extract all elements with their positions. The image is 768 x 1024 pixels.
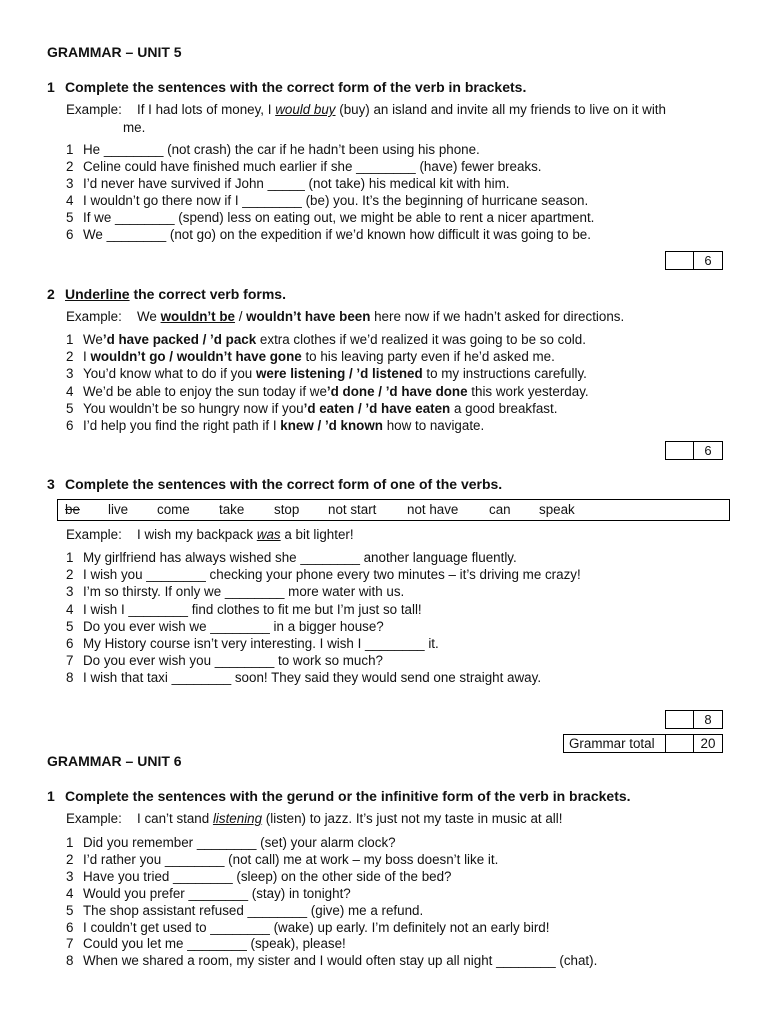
ex3-number: 3 xyxy=(47,476,55,492)
unit6-title: GRAMMAR – UNIT 6 xyxy=(47,753,182,769)
ex2-example: We wouldn’t be / wouldn’t have been here now if we hadn’t asked for directions. xyxy=(137,309,625,324)
u6-ex1-number: 1 xyxy=(47,788,55,804)
choice-separator: / xyxy=(354,400,366,416)
list-item[interactable]: Have you tried ________ (sleep) on the other side of the bed? xyxy=(83,868,452,884)
item-number: 2 xyxy=(66,159,74,174)
ex2-number: 2 xyxy=(47,286,55,302)
list-item[interactable]: My girlfriend has always wished she ________ another language fluently. xyxy=(83,550,517,565)
choice-separator: / xyxy=(374,383,386,399)
item-number: 3 xyxy=(66,868,74,884)
ex2-score-box xyxy=(665,441,723,460)
item-text: We xyxy=(83,332,103,347)
grammar-total-value: 20 xyxy=(700,736,716,751)
list-item[interactable]: Do you ever wish you ________ to work so much? xyxy=(83,653,383,669)
list-item[interactable]: He ________ (not crash) the car if he hadn’t been using his phone. xyxy=(83,142,480,157)
ex1-example-cont: me. xyxy=(123,120,146,135)
item-text: I xyxy=(83,349,91,365)
item-text: to my instructions carefully. xyxy=(422,366,587,382)
item-number: 3 xyxy=(66,584,74,600)
score-value: 8 xyxy=(704,712,712,727)
item-text: how to navigate. xyxy=(382,418,485,433)
choice-b[interactable]: ’d listened xyxy=(356,366,423,382)
score-blank[interactable] xyxy=(666,442,694,459)
choice-separator: / xyxy=(313,418,325,433)
list-item xyxy=(83,418,484,433)
list-item xyxy=(83,349,555,364)
word-item: speak xyxy=(539,502,575,517)
item-number: 5 xyxy=(66,210,74,225)
choice-a[interactable]: ’d done xyxy=(326,383,375,399)
word-item: live xyxy=(108,502,129,517)
list-item[interactable]: Did you remember ________ (set) your alarm clock? xyxy=(83,835,396,850)
item-text: extra clothes if we’d realized it was going to be so cold. xyxy=(256,332,586,347)
item-number: 3 xyxy=(66,176,74,191)
item-text: to his leaving party even if he’d asked me. xyxy=(301,349,555,365)
u6-ex1-example-label: Example: xyxy=(66,811,122,826)
unit5-title: GRAMMAR – UNIT 5 xyxy=(47,44,182,60)
ex3-instruction: Complete the sentences with the correct form of one of the verbs. xyxy=(65,476,503,492)
choice-b[interactable]: wouldn’t have gone xyxy=(176,349,302,365)
word-item: not start xyxy=(328,502,377,517)
ex3-example-label: Example: xyxy=(66,527,122,542)
item-number: 6 xyxy=(66,636,74,651)
choice-a[interactable]: knew xyxy=(280,418,314,433)
item-number: 2 xyxy=(66,567,74,583)
ex2-example-label: Example: xyxy=(66,309,122,324)
item-number: 4 xyxy=(66,383,74,399)
choice-a[interactable]: ’d eaten xyxy=(303,400,355,416)
word-item: come xyxy=(157,502,190,517)
item-number: 1 xyxy=(66,835,74,850)
item-number: 5 xyxy=(66,618,74,634)
item-number: 2 xyxy=(66,349,74,365)
ex1-instruction: Complete the sentences with the correct form of the verb in brackets. xyxy=(65,79,527,95)
list-item[interactable]: I wish I ________ find clothes to fit me but I’m just so tall! xyxy=(83,601,422,617)
list-item[interactable]: I wouldn’t go there now if I ________ (be) you. It’s the beginning of hurricane season. xyxy=(83,193,589,208)
item-number: 5 xyxy=(66,902,74,918)
choice-b[interactable]: ’d pack xyxy=(210,332,257,347)
score-blank[interactable] xyxy=(666,252,694,269)
item-number: 8 xyxy=(66,670,74,686)
word-item: not have xyxy=(407,502,459,517)
list-item[interactable]: When we shared a room, my sister and I would often stay up all night ________ (chat). xyxy=(83,953,598,969)
list-item[interactable]: I’d rather you ________ (not call) me at work – my boss doesn’t like it. xyxy=(83,851,499,867)
list-item[interactable]: Would you prefer ________ (stay) in tonight? xyxy=(83,885,351,901)
list-item xyxy=(83,401,557,416)
list-item xyxy=(83,384,589,399)
item-number: 8 xyxy=(66,953,74,969)
grammar-total-label: Grammar total xyxy=(569,736,655,751)
item-text: I’d help you find the right path if I xyxy=(83,418,281,433)
list-item[interactable]: We ________ (not go) on the expedition if we’d known how difficult it was going to be. xyxy=(83,227,591,242)
ex3-example: I wish my backpack was a bit lighter! xyxy=(137,527,354,542)
word-item: stop xyxy=(274,502,300,517)
item-number: 4 xyxy=(66,601,74,617)
choice-separator: / xyxy=(198,332,211,347)
ex1-number: 1 xyxy=(47,79,55,95)
ex2-instruction: Underline the correct verb forms. xyxy=(65,286,286,302)
word-item: take xyxy=(219,502,245,517)
choice-b[interactable]: ’d have eaten xyxy=(365,400,451,416)
score-value: 6 xyxy=(704,253,712,268)
u6-ex1-instruction: Complete the sentences with the gerund or the infinitive form of the verb in brackets. xyxy=(65,788,631,804)
ex3-score-box xyxy=(665,710,723,729)
list-item[interactable]: I’m so thirsty. If only we ________ more water with us. xyxy=(83,584,405,600)
score-value: 6 xyxy=(704,443,712,458)
ex1-example-label: Example: xyxy=(66,102,122,117)
score-blank[interactable] xyxy=(666,711,694,728)
choice-b[interactable]: ’d have done xyxy=(385,383,468,399)
choice-separator: / xyxy=(345,366,357,382)
choice-a[interactable]: were listening xyxy=(255,366,346,382)
item-number: 1 xyxy=(66,332,74,347)
list-item[interactable]: I’d never have survived if John _____ (not take) his medical kit with him. xyxy=(83,176,510,191)
item-number: 2 xyxy=(66,851,74,867)
list-item[interactable]: Celine could have finished much earlier if she ________ (have) fewer breaks. xyxy=(83,159,542,174)
item-number: 1 xyxy=(66,142,74,157)
list-item xyxy=(83,366,587,381)
ex1-score-box xyxy=(665,251,723,270)
list-item[interactable]: The shop assistant refused ________ (give) me a refund. xyxy=(83,902,424,918)
list-item xyxy=(83,332,586,347)
list-item[interactable]: I wish you ________ checking your phone every two minutes – it’s driving me crazy! xyxy=(83,567,581,583)
list-item[interactable]: Could you let me ________ (speak), please! xyxy=(83,936,346,952)
item-number: 5 xyxy=(66,400,74,416)
item-number: 6 xyxy=(66,227,74,242)
item-text: You’d know what to do if you xyxy=(83,366,256,382)
ex1-example: If I had lots of money, I would buy (buy) an island and invite all my friends to live on it with xyxy=(137,102,666,117)
list-item[interactable]: If we ________ (spend) less on eating out, we might be able to rent a nicer apartment. xyxy=(83,210,595,225)
list-item[interactable]: I wish that taxi ________ soon! They said they would send one straight away. xyxy=(83,670,542,686)
word-item: be xyxy=(65,502,80,517)
word-item: can xyxy=(489,502,511,517)
item-number: 3 xyxy=(66,366,74,382)
item-text: a good breakfast. xyxy=(450,400,558,416)
word-box xyxy=(57,499,730,521)
item-number: 4 xyxy=(66,193,74,208)
item-number: 1 xyxy=(66,550,74,565)
choice-a[interactable]: wouldn’t go xyxy=(90,349,166,365)
u6-ex1-example: I can’t stand listening (listen) to jazz. It’s just not my taste in music at all! xyxy=(137,811,563,826)
list-item[interactable]: Do you ever wish we ________ in a bigger house? xyxy=(83,618,384,634)
item-text: this work yesterday. xyxy=(467,383,589,399)
item-number: 4 xyxy=(66,885,74,901)
item-number: 6 xyxy=(66,919,74,935)
item-number: 7 xyxy=(66,653,74,669)
item-text: We’d be able to enjoy the sun today if we xyxy=(83,383,327,399)
list-item[interactable]: I couldn’t get used to ________ (wake) up early. I’m definitely not an early bird! xyxy=(83,919,550,935)
choice-a[interactable]: ’d have packed xyxy=(102,332,199,347)
item-text: You wouldn’t be so hungry now if you xyxy=(83,400,304,416)
list-item[interactable]: My History course isn’t very interesting. I wish I ________ it. xyxy=(83,636,439,651)
grammar-total-box xyxy=(563,734,723,753)
divider xyxy=(665,735,666,752)
choice-b[interactable]: ’d known xyxy=(324,418,383,433)
choice-separator: / xyxy=(165,349,177,365)
item-number: 7 xyxy=(66,936,74,952)
item-number: 6 xyxy=(66,418,74,433)
